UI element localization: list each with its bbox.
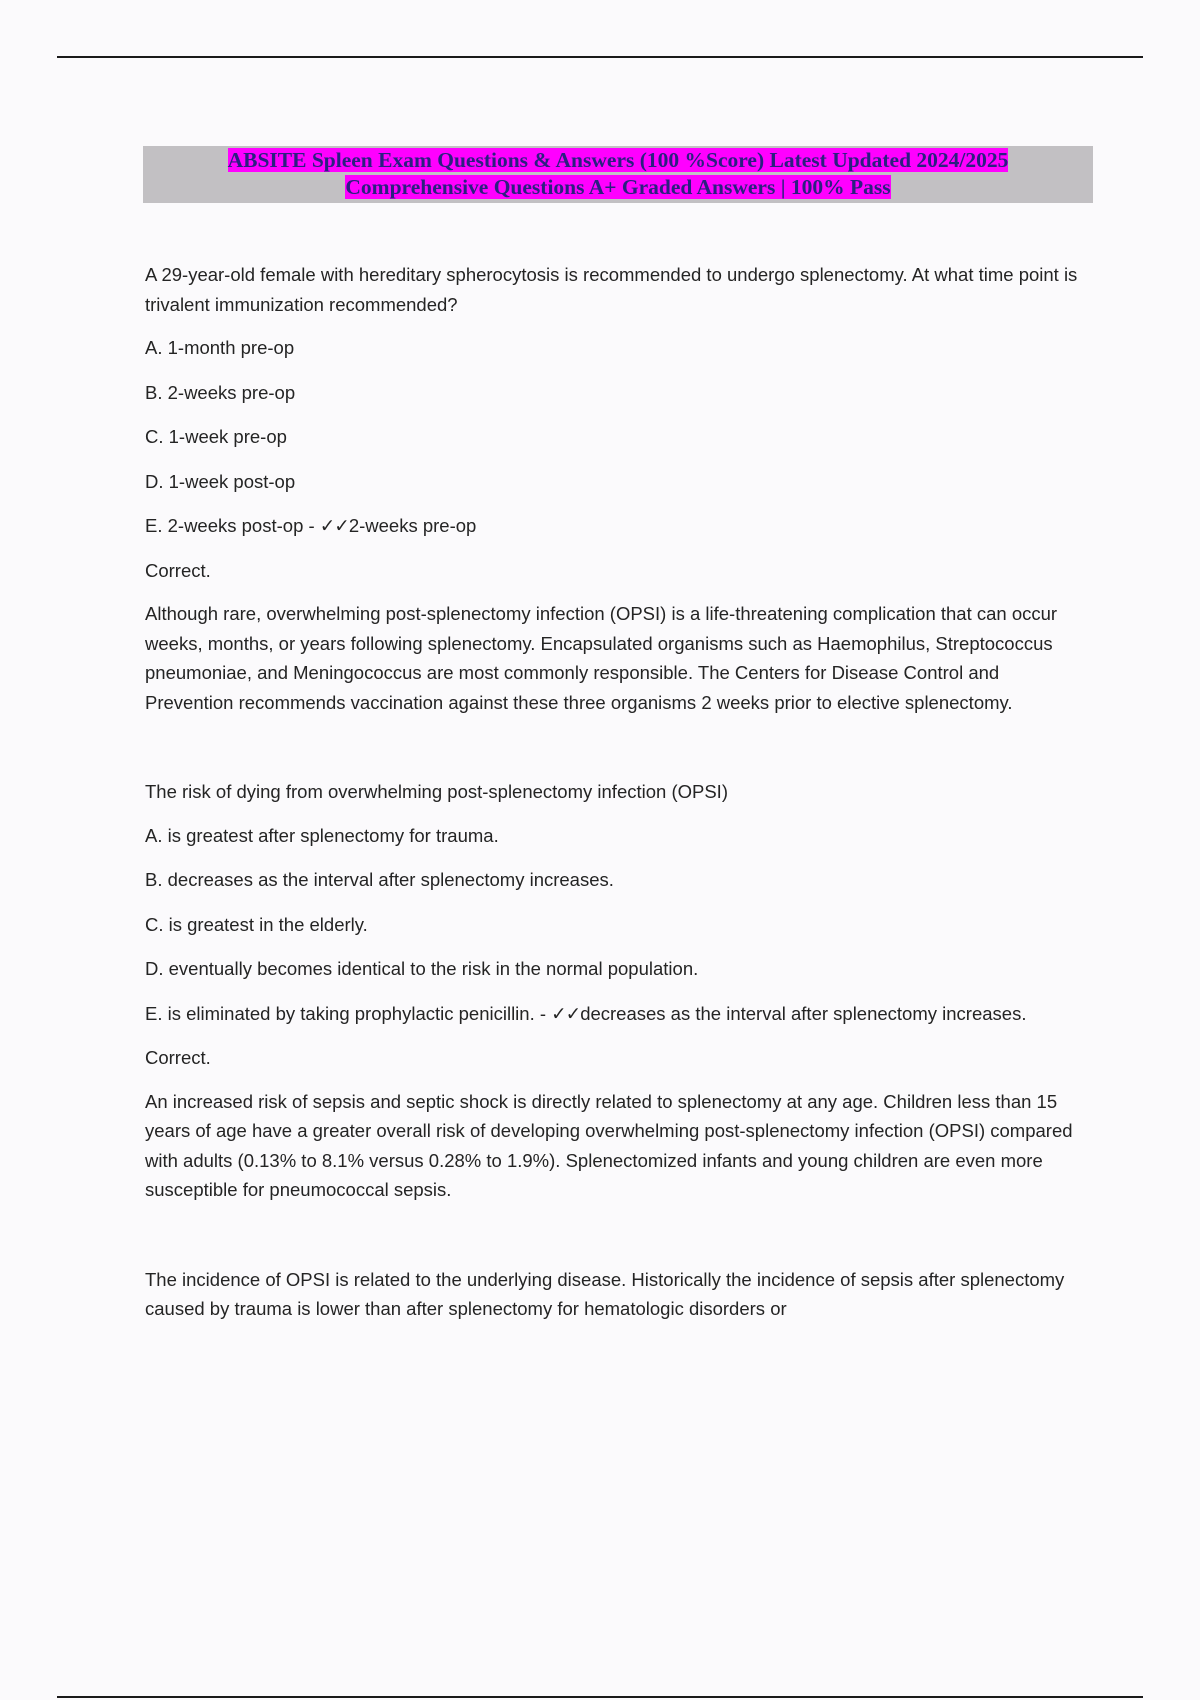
document-title-line-1: ABSITE Spleen Exam Questions & Answers (100 %Score) Latest Updated 2024/2025	[227, 148, 1009, 172]
answer-option: A. 1-month pre-op	[145, 337, 295, 358]
answer-option: B. 2-weeks pre-op	[145, 381, 296, 403]
check-mark-icon: ✓✓	[551, 1003, 581, 1025]
answer-key: 2-weeks pre-op	[348, 515, 477, 536]
verdict-text: Correct.	[145, 559, 211, 581]
bottom-rule	[57, 1696, 1143, 1698]
answer-option: C. 1-week pre-op	[145, 426, 287, 447]
answer-option-with-key	[145, 999, 1090, 1030]
question-block-2	[145, 777, 1090, 1205]
trailing-paragraph: The incidence of OPSI is related to the underlying disease. Historically the incidence of sepsis after splenectomy caused by trauma is lower than after splenectomy for hematologic disorders or	[145, 1268, 1065, 1319]
answer-key: decreases as the interval after splenectomy increases.	[580, 1002, 1027, 1024]
answer-option: B. decreases as the interval after splenectomy increases.	[145, 869, 614, 890]
question-block-1	[145, 260, 1090, 717]
answer-option-with-key	[145, 511, 1090, 542]
check-mark-icon: ✓✓	[319, 516, 349, 537]
answer-option: D. eventually becomes identical to the risk in the normal population.	[145, 958, 699, 979]
top-rule	[57, 56, 1143, 58]
document-title-box	[143, 146, 1093, 203]
question-stem: A 29-year-old female with hereditary spherocytosis is recommended to undergo splenectomy. At what time point is trivalent immunization recommended?	[145, 264, 1078, 315]
answer-option-text: E. 2-weeks post-op -	[145, 515, 320, 536]
verdict-text: Correct.	[145, 1047, 211, 1068]
answer-option: C. is greatest in the elderly.	[145, 913, 368, 935]
explanation-paragraph: Although rare, overwhelming post-splenectomy infection (OPSI) is a life-threatening complication that can occur weeks, months, or years following splenectomy. Encapsulated organisms such as Haemophilus, Streptococcus pneumoniae, and Meningococcus are most commonly responsible. The Centers for Disease Control and Prevention recommends vaccination against these three organisms 2 weeks prior to elective splenectomy.	[145, 603, 1058, 713]
answer-option: A. is greatest after splenectomy for trauma.	[145, 824, 499, 846]
document-body	[145, 260, 1090, 1324]
answer-option: D. 1-week post-op	[145, 470, 296, 492]
explanation-paragraph: An increased risk of sepsis and septic shock is directly related to splenectomy at any age. Children less than 15 years of age have a greater overall risk of developing overwhelming post-splenectomy infection (OPSI) compared with adults (0.13% to 8.1% versus 0.28% to 1.9%). Splenectomized infants and young children are even more susceptible for pneumococcal sepsis.	[145, 1090, 1073, 1200]
answer-option-text: E. is eliminated by taking prophylactic penicillin. -	[145, 1002, 552, 1024]
document-title-line-2: Comprehensive Questions A+ Graded Answers | 100% Pass	[345, 175, 891, 199]
question-stem: The risk of dying from overwhelming post-splenectomy infection (OPSI)	[145, 781, 728, 802]
